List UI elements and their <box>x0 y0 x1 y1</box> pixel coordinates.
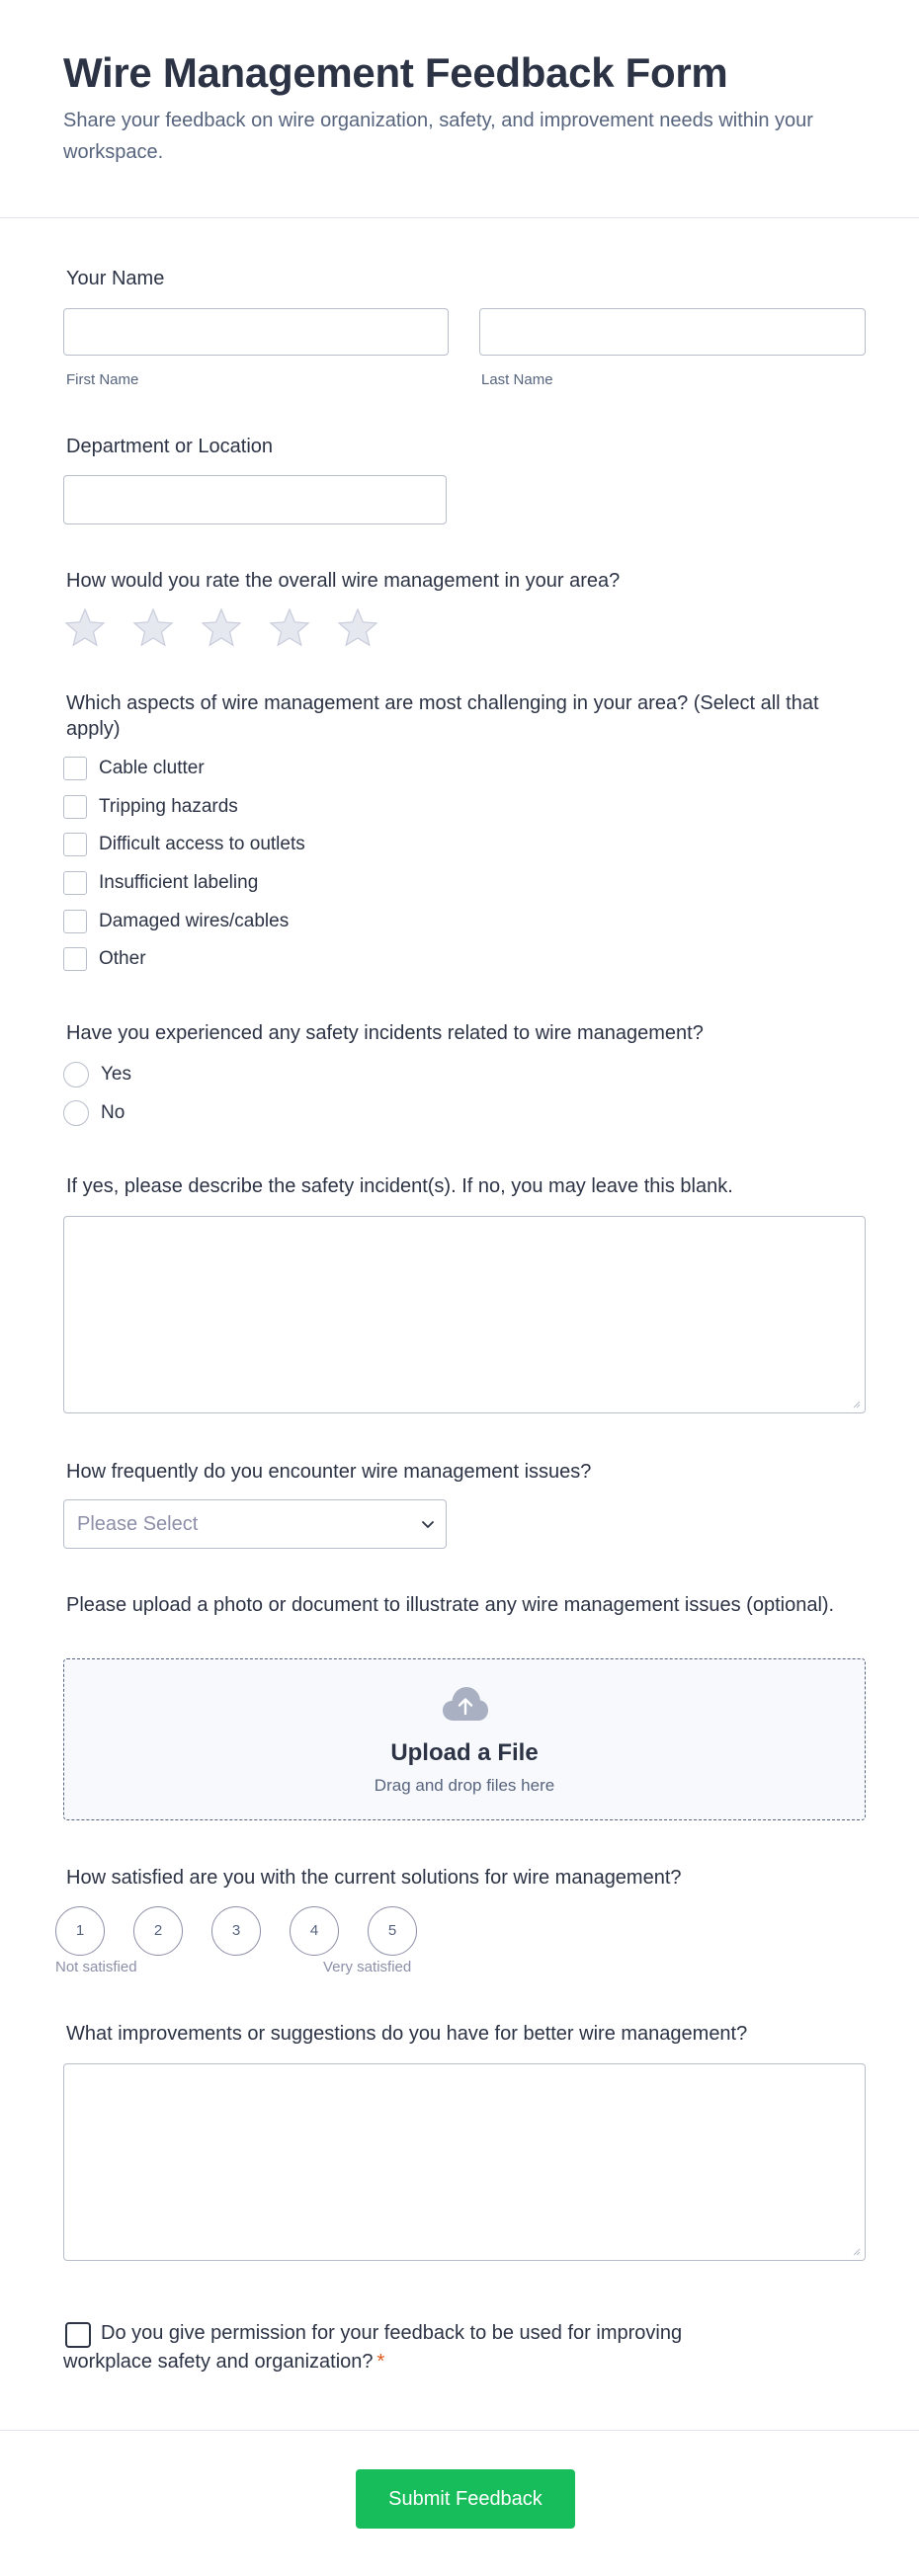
cloud-upload-icon <box>442 1685 489 1723</box>
scale-max-caption: Very satisfied <box>323 1959 412 1975</box>
star-1-icon[interactable] <box>63 606 107 650</box>
incident-option-no[interactable] <box>63 1100 125 1126</box>
checkbox[interactable] <box>63 910 87 933</box>
star-3-icon[interactable] <box>200 606 243 650</box>
radio-label: Yes <box>101 1064 131 1085</box>
upload-title: Upload a File <box>390 1739 539 1766</box>
first-name-input[interactable] <box>63 308 449 356</box>
challenges-label: Which aspects of wire management are most challenging in your area? (Select all that apply) <box>66 692 819 740</box>
checkbox-label: Other <box>99 948 146 969</box>
scale-option-1[interactable]: 1 <box>55 1906 105 1956</box>
consent-text: Do you give permission for your feedback to be used for improving workplace safety and organization? <box>63 2322 683 2373</box>
department-input[interactable] <box>63 475 447 524</box>
form-subtitle: Share your feedback on wire organization, safety, and improvement needs within your workspace. <box>63 110 813 163</box>
incidents-label: Have you experienced any safety incidents related to wire management? <box>66 1022 704 1044</box>
select-placeholder: Please Select <box>77 1513 199 1535</box>
frequency-label: How frequently do you encounter wire management issues? <box>66 1461 592 1483</box>
scale-option-5[interactable]: 5 <box>368 1906 417 1956</box>
checkbox[interactable] <box>63 833 87 856</box>
footer-divider <box>0 2430 919 2431</box>
challenge-option-other[interactable] <box>63 946 146 972</box>
checkbox-label: Cable clutter <box>99 758 205 778</box>
consent-checkbox[interactable] <box>65 2322 91 2348</box>
challenge-option-tripping-hazards[interactable] <box>63 794 238 820</box>
scale-option-2[interactable]: 2 <box>133 1906 183 1956</box>
checkbox-label: Damaged wires/cables <box>99 911 290 931</box>
challenge-option-damaged-wires[interactable] <box>63 909 289 934</box>
checkbox-label: Tripping hazards <box>99 796 238 817</box>
star-4-icon[interactable] <box>268 606 311 650</box>
star-2-icon[interactable] <box>131 606 175 650</box>
satisfaction-label: How satisfied are you with the current solutions for wire management? <box>66 1867 682 1889</box>
form-title: Wire Management Feedback Form <box>63 49 728 96</box>
suggestions-textarea[interactable] <box>63 2063 866 2261</box>
checkbox[interactable] <box>63 757 87 780</box>
challenge-option-cable-clutter[interactable] <box>63 756 205 781</box>
suggestions-label: What improvements or suggestions do you have for better wire management? <box>66 2023 748 2045</box>
name-label: Your Name <box>66 268 165 289</box>
incident-description-textarea[interactable] <box>63 1216 866 1413</box>
required-mark: * <box>376 2351 385 2373</box>
form-header <box>0 0 919 218</box>
incident-description-label: If yes, please describe the safety incident(s). If no, you may leave this blank. <box>66 1175 733 1197</box>
checkbox-label: Difficult access to outlets <box>99 834 305 854</box>
star-5-icon[interactable] <box>336 606 379 650</box>
radio-label: No <box>101 1102 125 1123</box>
department-label: Department or Location <box>66 436 274 457</box>
challenge-option-labeling[interactable] <box>63 870 258 896</box>
checkbox[interactable] <box>63 871 87 895</box>
file-upload-dropzone[interactable] <box>63 1658 866 1820</box>
upload-label: Please upload a photo or document to illustrate any wire management issues (optional). <box>66 1594 835 1616</box>
rating-label: How would you rate the overall wire management in your area? <box>66 570 621 592</box>
checkbox[interactable] <box>63 795 87 819</box>
resize-grip-icon[interactable] <box>851 2246 861 2256</box>
checkbox[interactable] <box>63 947 87 971</box>
radio-button[interactable] <box>63 1062 89 1087</box>
last-name-sublabel: Last Name <box>481 371 553 388</box>
scale-option-4[interactable]: 4 <box>290 1906 339 1956</box>
checkbox-label: Insufficient labeling <box>99 872 259 893</box>
upload-hint: Drag and drop files here <box>374 1776 555 1795</box>
challenge-option-outlet-access[interactable] <box>63 832 305 857</box>
frequency-select[interactable] <box>63 1499 447 1549</box>
resize-grip-icon[interactable] <box>851 1399 861 1409</box>
radio-button[interactable] <box>63 1100 89 1126</box>
consent-question <box>63 2319 755 2376</box>
first-name-sublabel: First Name <box>66 371 139 388</box>
scale-min-caption: Not satisfied <box>55 1959 137 1975</box>
chevron-down-icon <box>420 1516 436 1532</box>
submit-button[interactable]: Submit Feedback <box>356 2469 575 2529</box>
incident-option-yes[interactable] <box>63 1062 131 1087</box>
last-name-input[interactable] <box>479 308 866 356</box>
scale-option-3[interactable]: 3 <box>211 1906 261 1956</box>
